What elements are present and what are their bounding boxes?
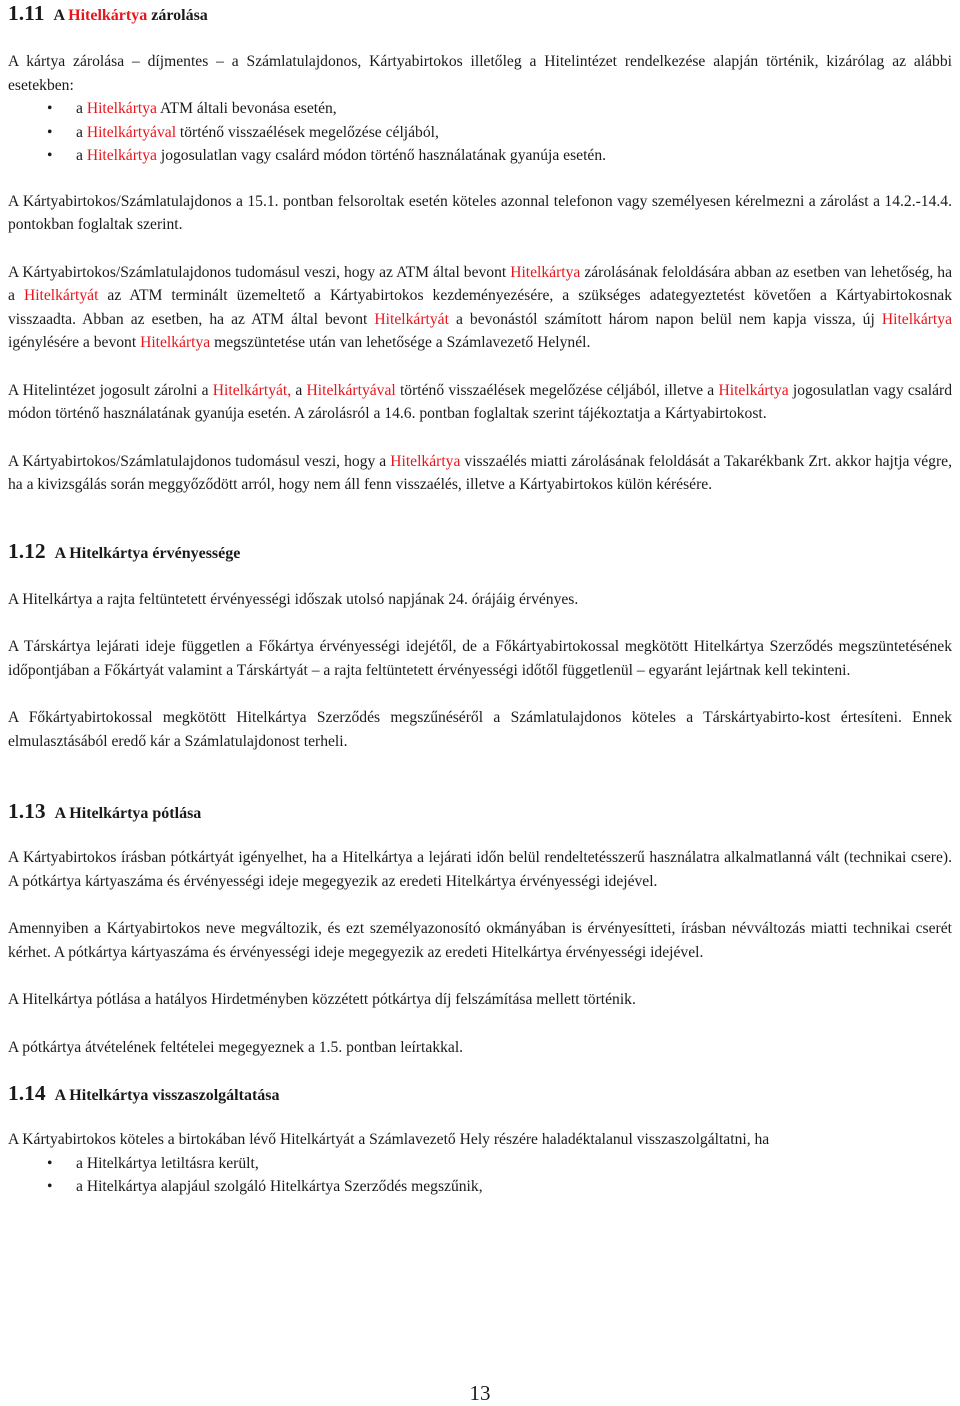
list-item: • a Hitelkártya jogosulatlan vagy csalárd módon történő használatának gyanúja esetén. <box>8 144 952 168</box>
paragraph: A Kártyabirtokos köteles a birtokában lévő Hitelkártyát a Számlavezető Hely részére haladéktalanul visszaszolgáltatni, ha <box>8 1131 770 1148</box>
section-title: A Hitelkártya pótlása <box>54 805 202 822</box>
paragraph: A Hitelkártya a rajta feltüntetett érvényességi időszak utolsó napjának 24. órájáig érvényes. <box>8 590 579 608</box>
section-1-14-heading <box>8 1081 952 1108</box>
paragraph: A Főkártyabirtokossal megkötött Hitelkártya Szerződés megszűnéséről a Számlatulajdonos köteles a Társkártyabirto-kost értesíteni. Ennek elmulasztásából eredő kár a Számlatulajdonost terheli. <box>8 709 952 750</box>
list-item: • a Hitelkártyával történő visszaélések megelőzése céljából, <box>8 121 952 145</box>
section-number: 1.12 <box>8 538 46 563</box>
section-title: A Hitelkártya visszaszolgáltatása <box>54 1087 280 1104</box>
section-1-13-heading <box>8 799 952 826</box>
section-number: 1.11 <box>8 1 45 25</box>
bullet-icon: • <box>47 123 53 141</box>
paragraph: Amennyiben a Kártyabirtokos neve megváltozik, és ezt személyazonosító okmányában is érvényesítteti, írásban névváltozás miatti technikai cserét kérhet. A pótkártya kártyaszáma és érvényességi ideje megegyezik az eredeti Hitelkártya érvényességi idejével. <box>8 920 952 961</box>
list-item: • a Hitelkártya alapjául szolgáló Hitelkártya Szerződés megszűnik, <box>8 1175 952 1199</box>
section-number: 1.14 <box>8 1081 46 1105</box>
paragraph: A Kártyabirtokos/Számlatulajdonos tudomásul veszi, hogy a Hitelkártya visszaélés miatti zárolásának feloldását a Takarékbank Zrt. akkor hajtja végre, ha a kivizsgálás során meggyőződött arról, hogy nem áll fenn visszaélés, illetve a Kártyabirtokos külön kérésére. <box>8 452 952 493</box>
bullet-list <box>8 1152 952 1199</box>
bullet-icon: • <box>47 1154 53 1172</box>
section-1-11-heading <box>8 1 952 28</box>
section-title: A Hitelkártya érvényessége <box>54 544 241 562</box>
section-number: 1.13 <box>8 799 46 823</box>
paragraph: A Kártyabirtokos/Számlatulajdonos tudomásul veszi, hogy az ATM által bevont Hitelkártya zárolásának feloldására abban az esetben van lehetőség, ha a Hitelkártyát az ATM terminált üzemeltető a Kártyabirtokos kezdeményezésére, a szükséges adategyeztetést követően a Kártyabirtokosnak visszaadta. Abban az esetben, ha az ATM által bevont Hitelkártyát a bevonástól számított három napon belül nem kapja vissza, új Hitelkártya igénylésére a bevont Hitelkártya megszüntetése után van lehetősége a Számlavezető Helynél. <box>8 263 952 351</box>
section-1-12-heading <box>8 539 952 566</box>
paragraph: A Kártyabirtokos/Számlatulajdonos a 15.1. pontban felsoroltak esetén köteles azonnal telefonon vagy személyesen kérelmezni a zárolást a 14.2.-14.4. pontokban foglaltak szerint. <box>8 192 952 233</box>
paragraph: A Társkártya lejárati ideje független a Főkártya érvényességi idejétől, de a Főkártyabirtokossal megkötött Hitelkártya Szerződés megszüntetésének időpontjában a Főkártyát valamint a Társkártyát – a rajta feltüntetett érvényességi időtől függetlenül – egyaránt lejártnak kell tekinteni. <box>8 638 952 679</box>
document-page <box>0 1 960 1406</box>
paragraph: A pótkártya átvételének feltételei megegyeznek a 1.5. pontban leírtakkal. <box>8 1038 464 1056</box>
paragraph: A kártya zárolása – díjmentes – a Számlatulajdonos, Kártyabirtokos illetőleg a Hitelintézet rendelkezése alapján történik, kizárólag az alábbi esetekben: <box>8 53 952 94</box>
paragraph: A Kártyabirtokos írásban pótkártyát igényelhet, ha a Hitelkártya a lejárati időn belül rendeltetésszerű használatra alkalmatlanná vált (technikai csere). A pótkártya kártyaszáma és érvényességi ideje megegyezik az eredeti Hitelkártya érvényességi idejével. <box>8 849 952 890</box>
bullet-icon: • <box>47 100 53 117</box>
list-item: • a Hitelkártya ATM általi bevonása esetén, <box>8 97 952 121</box>
paragraph: A Hitelkártya pótlása a hatályos Hirdetményben közzétett pótkártya díj felszámítása mellett történik. <box>8 991 636 1008</box>
bullet-icon: • <box>47 1178 53 1195</box>
section-title: A Hitelkártya zárolása <box>53 7 208 24</box>
page-number: 13 <box>469 1381 491 1405</box>
paragraph: A Hitelintézet jogosult zárolni a Hitelkártyát, a Hitelkártyával történő visszaélések megelőzése céljából, illetve a Hitelkártya jogosulatlan vagy csalárd módon történő használatának gyanúja esetén. A zárolásról a 14.6. pontban foglaltak szerint tájékoztatja a Kártyabirtokost. <box>8 381 953 422</box>
list-item: • a Hitelkártya letiltásra került, <box>8 1152 952 1176</box>
bullet-icon: • <box>47 147 53 164</box>
bullet-list <box>8 97 952 168</box>
